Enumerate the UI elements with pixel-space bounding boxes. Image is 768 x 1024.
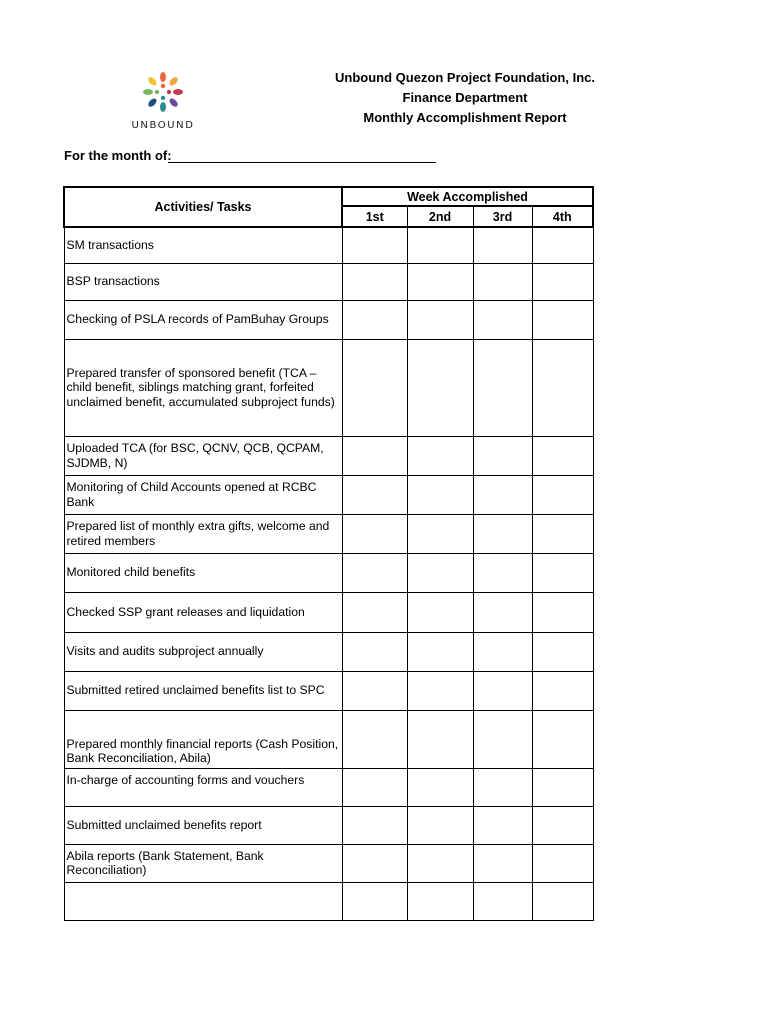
task-cell: Abila reports (Bank Statement, Bank Reconciliation) xyxy=(64,844,342,882)
report-header xyxy=(300,68,630,128)
week-cell-4th[interactable] xyxy=(532,806,593,844)
table-row xyxy=(64,632,593,671)
week-cell-1st[interactable] xyxy=(342,300,407,339)
week-cell-2nd[interactable] xyxy=(407,553,473,592)
week-cell-2nd[interactable] xyxy=(407,475,473,514)
week-cell-3rd[interactable] xyxy=(473,553,532,592)
task-cell[interactable] xyxy=(64,882,342,920)
week-cell-2nd[interactable] xyxy=(407,227,473,263)
task-cell: Visits and audits subproject annually xyxy=(64,632,342,671)
task-cell: Prepared list of monthly extra gifts, welcome and retired members xyxy=(64,514,342,553)
week-cell-1st[interactable] xyxy=(342,844,407,882)
table-row xyxy=(64,475,593,514)
week-header-2nd: 2nd xyxy=(407,206,473,227)
week-cell-3rd[interactable] xyxy=(473,227,532,263)
week-cell-2nd[interactable] xyxy=(407,710,473,768)
week-cell-2nd[interactable] xyxy=(407,339,473,436)
week-cell-4th[interactable] xyxy=(532,553,593,592)
table-row xyxy=(64,806,593,844)
task-cell: Checking of PSLA records of PamBuhay Groups xyxy=(64,300,342,339)
week-cell-2nd[interactable] xyxy=(407,300,473,339)
week-cell-1st[interactable] xyxy=(342,710,407,768)
week-cell-4th[interactable] xyxy=(532,514,593,553)
table-row xyxy=(64,339,593,436)
week-cell-2nd[interactable] xyxy=(407,768,473,806)
week-cell-3rd[interactable] xyxy=(473,710,532,768)
table-row xyxy=(64,671,593,710)
table-row xyxy=(64,436,593,475)
week-cell-3rd[interactable] xyxy=(473,632,532,671)
week-cell-4th[interactable] xyxy=(532,671,593,710)
week-cell-2nd[interactable] xyxy=(407,592,473,632)
week-cell-2nd[interactable] xyxy=(407,806,473,844)
week-cell-1st[interactable] xyxy=(342,514,407,553)
week-cell-3rd[interactable] xyxy=(473,436,532,475)
week-cell-2nd[interactable] xyxy=(407,514,473,553)
week-cell-4th[interactable] xyxy=(532,263,593,300)
table-row xyxy=(64,768,593,806)
month-label: For the month of: xyxy=(64,148,172,163)
week-cell-2nd[interactable] xyxy=(407,263,473,300)
week-cell-4th[interactable] xyxy=(532,436,593,475)
accomplishment-table xyxy=(63,186,594,921)
week-cell-1st[interactable] xyxy=(342,671,407,710)
week-cell-4th[interactable] xyxy=(532,475,593,514)
week-cell-1st[interactable] xyxy=(342,475,407,514)
week-cell-3rd[interactable] xyxy=(473,300,532,339)
week-cell-3rd[interactable] xyxy=(473,671,532,710)
month-input-line[interactable] xyxy=(168,162,436,163)
week-cell-3rd[interactable] xyxy=(473,768,532,806)
department-name: Finance Department xyxy=(402,90,528,105)
table-row xyxy=(64,227,593,263)
task-cell: Submitted retired unclaimed benefits list to SPC xyxy=(64,671,342,710)
week-cell-1st[interactable] xyxy=(342,768,407,806)
week-cell-3rd[interactable] xyxy=(473,339,532,436)
week-header-4th: 4th xyxy=(532,206,593,227)
week-cell-2nd[interactable] xyxy=(407,632,473,671)
week-cell-1st[interactable] xyxy=(342,436,407,475)
week-cell-1st[interactable] xyxy=(342,227,407,263)
unbound-logo xyxy=(128,70,198,132)
unbound-flower-icon xyxy=(135,70,191,114)
week-cell-3rd[interactable] xyxy=(473,475,532,514)
week-cell-4th[interactable] xyxy=(532,592,593,632)
table-row xyxy=(64,263,593,300)
week-cell-2nd[interactable] xyxy=(407,436,473,475)
table-row xyxy=(64,592,593,632)
task-cell: Monitoring of Child Accounts opened at RCBC Bank xyxy=(64,475,342,514)
week-cell-3rd[interactable] xyxy=(473,263,532,300)
week-cell-1st[interactable] xyxy=(342,806,407,844)
week-cell-1st[interactable] xyxy=(342,553,407,592)
week-accomplished-header: Week Accomplished xyxy=(342,187,593,206)
activities-header: Activities/ Tasks xyxy=(64,187,342,227)
task-cell: Prepared transfer of sponsored benefit (TCA – child benefit, siblings matching grant, forfeited unclaimed benefit, accumulated subproject funds) xyxy=(64,339,342,436)
task-cell: Checked SSP grant releases and liquidation xyxy=(64,592,342,632)
week-cell-1st[interactable] xyxy=(342,263,407,300)
week-cell-3rd[interactable] xyxy=(473,514,532,553)
week-header-1st: 1st xyxy=(342,206,407,227)
task-cell: Prepared monthly financial reports (Cash Position, Bank Reconciliation, Abila) xyxy=(64,710,342,768)
week-cell-1st[interactable] xyxy=(342,339,407,436)
week-cell-4th[interactable] xyxy=(532,227,593,263)
table-row xyxy=(64,882,593,920)
table-row xyxy=(64,300,593,339)
task-cell: BSP transactions xyxy=(64,263,342,300)
report-title: Monthly Accomplishment Report xyxy=(363,110,567,125)
week-cell-1st[interactable] xyxy=(342,882,407,920)
task-cell: Monitored child benefits xyxy=(64,553,342,592)
logo-wordmark: UNBOUND xyxy=(131,120,195,131)
task-cell: In-charge of accounting forms and vouchers xyxy=(64,768,342,806)
organization-name: Unbound Quezon Project Foundation, Inc. xyxy=(335,70,595,85)
week-cell-3rd[interactable] xyxy=(473,844,532,882)
week-cell-4th[interactable] xyxy=(532,768,593,806)
task-cell: Uploaded TCA (for BSC, QCNV, QCB, QCPAM, SJDMB, N) xyxy=(64,436,342,475)
week-cell-3rd[interactable] xyxy=(473,806,532,844)
task-cell: Submitted unclaimed benefits report xyxy=(64,806,342,844)
table-row xyxy=(64,710,593,768)
table-row xyxy=(64,514,593,553)
week-cell-4th[interactable] xyxy=(532,710,593,768)
week-cell-4th[interactable] xyxy=(532,339,593,436)
week-cell-3rd[interactable] xyxy=(473,882,532,920)
task-cell: SM transactions xyxy=(64,227,342,263)
week-cell-1st[interactable] xyxy=(342,592,407,632)
week-cell-2nd[interactable] xyxy=(407,844,473,882)
week-cell-1st[interactable] xyxy=(342,632,407,671)
week-cell-4th[interactable] xyxy=(532,632,593,671)
week-cell-4th[interactable] xyxy=(532,844,593,882)
table-row xyxy=(64,844,593,882)
week-cell-3rd[interactable] xyxy=(473,592,532,632)
week-cell-4th[interactable] xyxy=(532,300,593,339)
week-cell-4th[interactable] xyxy=(532,882,593,920)
week-cell-2nd[interactable] xyxy=(407,882,473,920)
table-row xyxy=(64,553,593,592)
week-header-3rd: 3rd xyxy=(473,206,532,227)
week-cell-2nd[interactable] xyxy=(407,671,473,710)
